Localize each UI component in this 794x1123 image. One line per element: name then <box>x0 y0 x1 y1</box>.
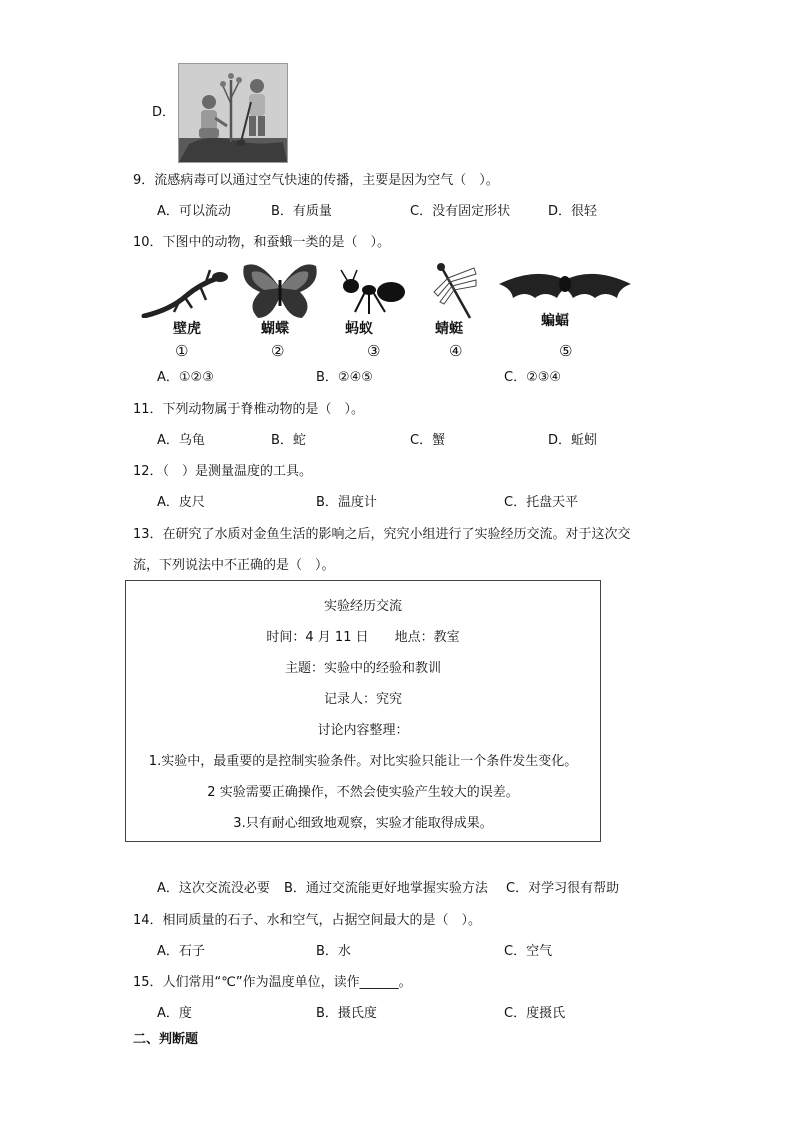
q8-option-d-label: D． <box>152 105 176 120</box>
q13-stem-line2: 流，下列说法中不正确的是（ ）。 <box>133 558 335 573</box>
box-topic: 主题：实验中的经验和教训 <box>284 661 441 676</box>
animal-num-2: ② <box>271 342 285 360</box>
animal-name-dragonfly: 蜻蜓 <box>435 321 463 337</box>
bat-icon <box>497 268 633 308</box>
box-summary-title: 讨论内容整理： <box>317 723 409 738</box>
section-title-true-false: 二、判断题 <box>133 1032 199 1047</box>
butterfly-icon <box>240 260 320 322</box>
q14-option-b: B．水 <box>316 944 351 959</box>
q13-option-c: C．对学习很有帮助 <box>506 881 620 896</box>
q9-option-c: C．没有固定形状 <box>410 204 511 219</box>
q9-option-a: A．可以流动 <box>157 204 231 219</box>
q10-option-a: A．①②③ <box>157 370 214 385</box>
animal-num-3: ③ <box>367 342 381 360</box>
q11-option-c: C．蟹 <box>410 433 446 448</box>
experience-exchange-box <box>125 580 601 842</box>
animal-name-ant: 蚂蚁 <box>345 321 373 337</box>
q15-option-a: A．度 <box>157 1006 192 1021</box>
q12-stem: 12．（ ）是测量温度的工具。 <box>133 464 313 479</box>
dragonfly-icon <box>430 262 480 322</box>
box-time-place: 时间：4 月 11 日 地点：教室 <box>266 630 460 645</box>
gecko-icon <box>140 266 232 318</box>
q12-option-b: B．温度计 <box>316 495 377 510</box>
box-title: 实验经历交流 <box>323 599 402 614</box>
q14-option-a: A．石子 <box>157 944 205 959</box>
box-point-1: 1.实验中，最重要的是控制实验条件。对比实验只能让一个条件发生变化。 <box>148 754 578 769</box>
q10-stem: 10．下图中的动物，和蚕蛾一类的是（ ）。 <box>133 235 391 250</box>
q11-stem: 11．下列动物属于脊椎动物的是（ ）。 <box>133 402 365 417</box>
animal-figure <box>135 258 645 366</box>
animal-num-4: ④ <box>449 342 463 360</box>
q14-option-c: C．空气 <box>504 944 553 959</box>
animal-name-butterfly: 蝴蝶 <box>261 321 289 337</box>
tree-planting-photo <box>178 63 288 163</box>
q13-option-a: A．这次交流没必要 <box>157 881 270 896</box>
box-point-3: 3.只有耐心细致地观察，实验才能取得成果。 <box>233 816 493 831</box>
animal-name-bat: 蝙蝠 <box>541 313 569 329</box>
q14-stem: 14．相同质量的石子、水和空气，占据空间最大的是（ ）。 <box>133 913 482 928</box>
animal-num-5: ⑤ <box>559 342 573 360</box>
q15-stem: 15．人们常用“℃”作为温度单位，读作______。 <box>133 975 412 990</box>
box-point-2: 2 实验需要正确操作，不然会使实验产生较大的误差。 <box>207 785 519 800</box>
q13-stem-line1: 13．在研究了水质对金鱼生活的影响之后，究究小组进行了实验经历交流。对于这次交 <box>133 527 631 542</box>
animal-num-1: ① <box>175 342 189 360</box>
q10-option-b: B．②④⑤ <box>316 370 373 385</box>
q9-option-b: B．有质量 <box>271 204 332 219</box>
q10-option-c: C．②③④ <box>504 370 562 385</box>
q15-option-b: B．摄氏度 <box>316 1006 377 1021</box>
tree-planting-illustration <box>179 64 287 162</box>
q11-option-d: D．蚯蚓 <box>548 433 598 448</box>
q11-option-b: B．蛇 <box>271 433 306 448</box>
q9-stem: 9．流感病毒可以通过空气快速的传播，主要是因为空气（ ）。 <box>133 173 499 188</box>
q15-option-c: C．度摄氏 <box>504 1006 566 1021</box>
animal-name-gecko: 壁虎 <box>173 321 201 337</box>
q12-option-c: C．托盘天平 <box>504 495 579 510</box>
ant-icon <box>335 268 415 316</box>
q9-option-d: D．很轻 <box>548 204 598 219</box>
q11-option-a: A．乌龟 <box>157 433 205 448</box>
q12-option-a: A．皮尺 <box>157 495 205 510</box>
box-recorder: 记录人：究究 <box>323 692 402 707</box>
q13-option-b: B．通过交流能更好地掌握实验方法 <box>284 881 488 896</box>
